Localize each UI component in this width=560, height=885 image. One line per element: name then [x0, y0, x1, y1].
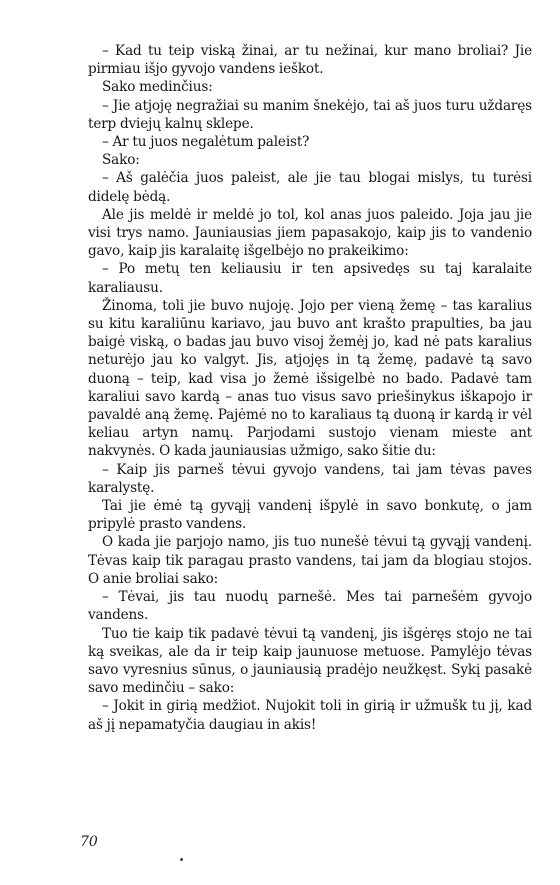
scan-speck [180, 858, 183, 861]
paragraph: – Kad tu teip viską žinai, ar tu nežinai, kur mano broliai? Jie pirmiau išjo gyvojo vandens ieškot. [88, 43, 532, 78]
story-text [88, 42, 532, 734]
paragraph: Tai jie ėmė tą gyvąjį vandenį išpylė in savo bonkutę, o jam pripylė prasto vandens. [88, 498, 532, 533]
paragraph: O kada jie parjojo namo, jis tuo nunešė tėvui tą gyvąjį vandenį. Tėvas kaip tik paragau prasto vandens, tai jam da blogiau stojos. O anie broliai sako: [88, 534, 532, 587]
paragraph: Sako medinčius: [102, 79, 213, 96]
paragraph: – Aš galėčia juos paleist, ale jie tau blogai mislys, tu turėsi didelę bėdą. [88, 170, 532, 205]
paragraph: – Kaip jis parneš tėvui gyvojo vandens, tai jam tėvas paves karalystę. [88, 461, 532, 496]
paragraph: Žinoma, toli jie buvo nujoję. Jojo per vieną žemę – tas karalius su kitu karaliūnu kariavo, jau buvo ant krašto prapulties, ba jau baigė viską, o badas jau buvo visoj žemėj jo, kad nė pats karalius neturėjo jau ko valgyt. Jis, atjojęs in tą žemę, padavė tą savo duoną – teip, kad visa jo žemė išsigelbė no bado. Padavė tam karaliui savo kardą – anas tuo visus savo priešinykus iškapojo ir pavaldė aną žemę. Pajėmė no to karaliaus tą duoną ir kardą ir vėl keliau artyn namų. Parjodami sustojo vienam miestе ant nakvynės. O kada jauniausias užmigo, sako šitie du: [88, 297, 532, 460]
paragraph: – Jie atjoję negražiai su manim šnekėjo, tai aš juos turu uždaręs terp dviejų kalnų sklepe. [88, 97, 532, 132]
paragraph: Tuo tie kaip tik padavė tėvui tą vandenį, jis išgėręs stojo ne tai ką sveikas, ale da ir teip kaip jaunuose metuose. Pamylėjo tėvas savo vyresnius sūnus, o jauniausią pradėjo neužkęst. Sykį pasakė savo medinčiu – sako: [88, 625, 532, 697]
paragraph: Ale jis meldė ir meldė jo tol, kol anas juos paleido. Joja jau jie visi trys namo. Jauniausias jiem papasakojo, kaip jis to vandenio gavo, kaip jis karalaitę išgelbėjo no prakeikimo: [88, 206, 532, 260]
paragraph: Sako: [102, 152, 140, 169]
paragraph: – Po metų ten keliausiu ir ten apsivedęs su taj karalaite karaliausu. [88, 261, 532, 296]
paragraph: – Ar tu juos negalėtum paleist? [102, 134, 310, 151]
paragraph: – Tėvai, jis tau nuodų parnešė. Mes tai parnešėm gyvojo vandens. [88, 589, 532, 624]
paragraph: – Jokit in girią medžiot. Nujokit toli in girią ir užmušk tu jį, kad aš jį nepamatyčia daugiau in akis! [88, 698, 532, 733]
page-number: 70 [80, 834, 98, 850]
